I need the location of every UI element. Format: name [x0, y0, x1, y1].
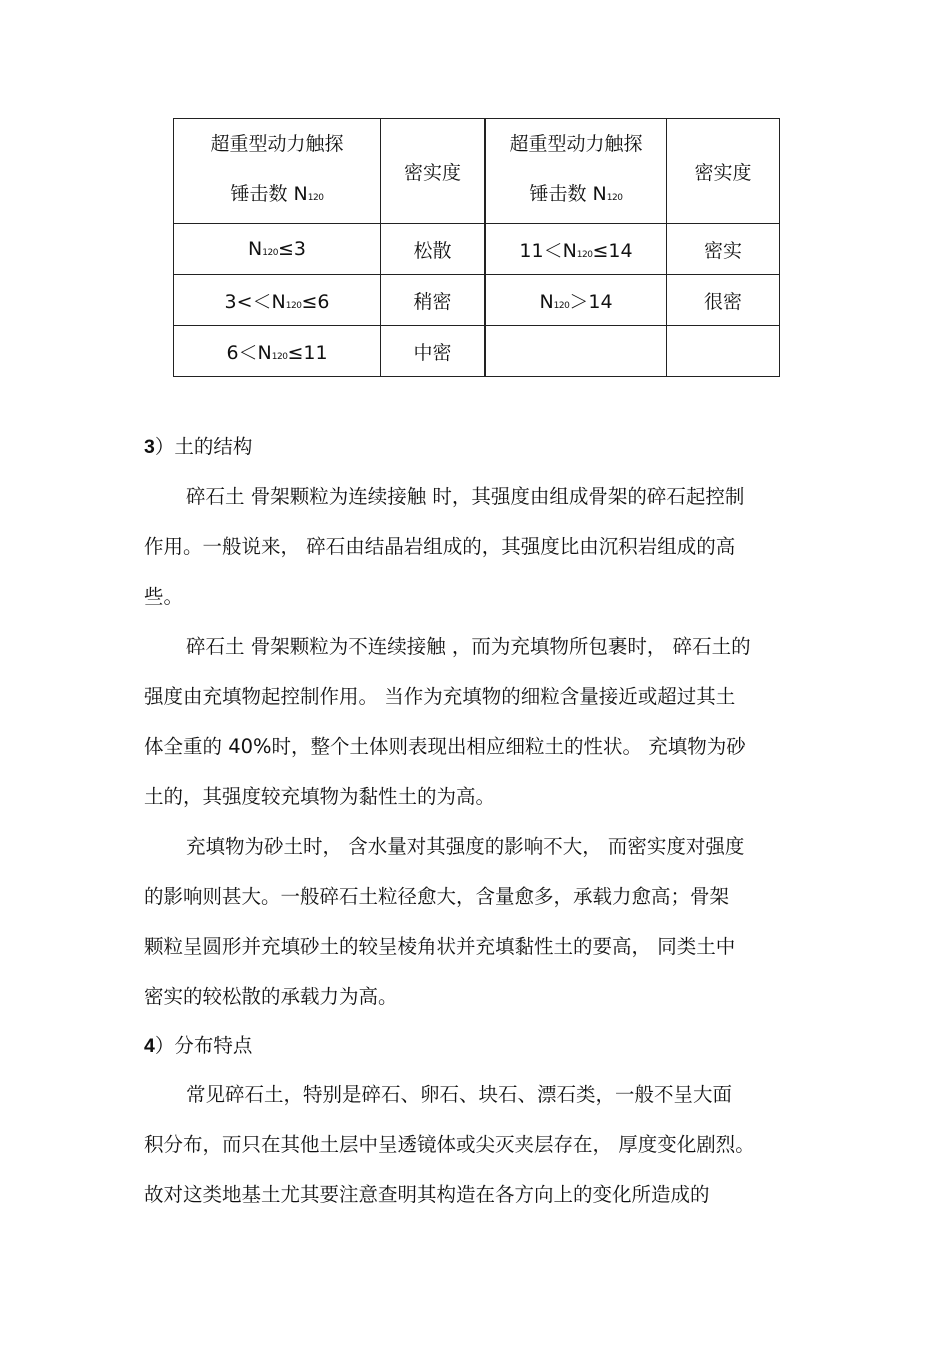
paragraph-line: 的影响则甚大。一般碎石土粒径愈大，含量愈多，承载力愈高；骨架: [144, 885, 730, 908]
paragraph-line: 碎石土 骨架颗粒为连续接触 时，其强度由组成骨架的碎石起控制: [186, 485, 745, 508]
section-title: ）土的结构: [154, 435, 253, 458]
paragraph-line: 土的，其强度较充填物为黏性土的为高。: [144, 785, 496, 808]
paragraph-line: 积分布，而只在其他土层中呈透镜体或尖灭夹层存在， 厚度变化剧烈。: [144, 1133, 755, 1156]
table-cell-empty: [667, 326, 780, 377]
cell-text: ≤3: [277, 238, 306, 260]
table-cell: 很密: [667, 275, 780, 326]
header-text: 超重型动力触探: [509, 133, 643, 155]
header-cell-blow-count-2: [485, 119, 667, 224]
table-row: [174, 275, 780, 326]
paragraph-line: 些。: [144, 585, 184, 608]
paragraph-line: 碎石土 骨架颗粒为不连续接触 ，而为充填物所包裹时， 碎石土的: [186, 635, 751, 658]
table-cell-empty: [485, 326, 667, 377]
table-header-row: [174, 119, 780, 224]
header-text-main: 锤击数 N: [529, 183, 607, 205]
section-3-body: [144, 472, 809, 1022]
paragraph-line: 密实的较松散的承载力为高。: [144, 985, 398, 1008]
cell-text: N: [248, 238, 263, 260]
section-number: 4: [144, 1035, 155, 1057]
section-4-body: [144, 1070, 809, 1220]
subscript: 120: [307, 193, 324, 203]
cell-text: ≤14: [592, 239, 633, 262]
table-cell: [174, 275, 381, 326]
header-cell-density-1: 密实度: [381, 119, 486, 224]
header-text: [174, 169, 380, 223]
paragraph-line: 体全重的 40%时，整个土体则表现出相应细粒土的性状。 充填物为砂: [144, 735, 746, 758]
header-text-main: 锤击数 N: [230, 183, 308, 205]
paragraph-line: 充填物为砂土时， 含水量对其强度的影响不大， 而密实度对强度: [186, 835, 745, 858]
paragraph-line: 作用。一般说来， 碎石由结晶岩组成的，其强度比由沉积岩组成的高: [144, 535, 736, 558]
header-text: [486, 169, 666, 223]
table-cell: [485, 275, 667, 326]
section-3-heading: [144, 432, 252, 462]
cell-text: 3<＜N: [224, 290, 286, 313]
subscript: 120: [606, 193, 623, 203]
paragraph-line: 故对这类地基土尤其要注意查明其构造在各方向上的变化所造成的: [144, 1183, 710, 1206]
subscript: 120: [271, 351, 288, 362]
table-cell: [174, 224, 381, 275]
density-classification-table: [173, 118, 780, 377]
cell-text: 6＜N: [226, 341, 272, 364]
table-cell: 密实: [667, 224, 780, 275]
header-text: 超重型动力触探: [210, 133, 344, 155]
cell-text: 11＜N: [519, 239, 577, 262]
cell-text: ＞14: [569, 290, 613, 313]
cell-text: ≤11: [287, 341, 328, 364]
section-4-heading: [144, 1031, 252, 1061]
paragraph-line: 常见碎石土，特别是碎石、卵石、块石、漂石类，一般不呈大面: [186, 1083, 733, 1106]
header-cell-blow-count-1: [174, 119, 381, 224]
section-number: 3: [144, 436, 155, 458]
paragraph-line: 颗粒呈圆形并充填砂土的较呈棱角状并充填黏性土的要高， 同类土中: [144, 935, 736, 958]
subscript: 120: [553, 300, 570, 311]
table-cell: 中密: [381, 326, 486, 377]
subscript: 120: [262, 248, 278, 258]
table-cell: 松散: [381, 224, 486, 275]
cell-text: ≤6: [301, 290, 330, 313]
subscript: 120: [285, 300, 302, 311]
table-cell: [174, 326, 381, 377]
section-title: ）分布特点: [154, 1034, 253, 1057]
header-cell-density-2: 密实度: [667, 119, 780, 224]
table-row: [174, 326, 780, 377]
table-row: [174, 224, 780, 275]
table-cell: 稍密: [381, 275, 486, 326]
table-cell: [485, 224, 667, 275]
subscript: 120: [576, 249, 593, 260]
paragraph-line: 强度由充填物起控制作用。 当作为充填物的细粒含量接近或超过其土: [144, 685, 736, 708]
cell-text: N: [539, 290, 554, 313]
